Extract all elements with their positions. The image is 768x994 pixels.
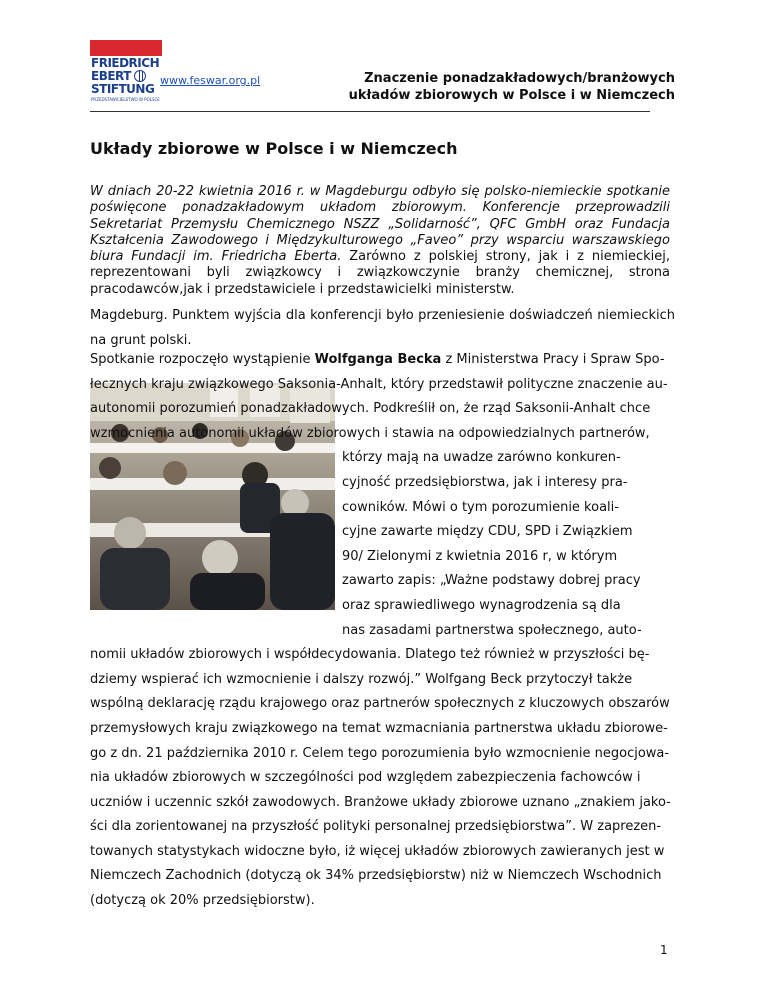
header-title [330,70,675,104]
header-title-line-2: układów zbiorowych w Polsce i w Niemczech [348,88,675,103]
logo-tagline: PRZEDSTAWICIELSTWO W POLSCE [91,97,160,102]
p2-line: (dotyczą ok 20% przedsiębiorstw). [90,893,315,909]
p2-line: ści dla zorientowanej na przyszłość polityki personalnej przedsiębiorstwa”. W zaprezen- [90,819,662,835]
logo-line-2: EBERT [91,69,131,83]
intro-italic: W dniach 20-22 kwietnia 2016 r. w Magdeburgu odbyło się polsko-niemieckie spotkanie poświęcone ponadzakładowym układom zbiorowym. Konferencje przeprowadzili Sekretariat Przemysłu Chemicznego NSZZ „Solidarność”, QFC GmbH oraz Fundacja Kształcenia Zawodowego i Międzykulturowego „Faveo” przy wsparciu warszawskiego biura Fundacji im. Friedricha Eberta. [90,184,670,265]
p2-line: towanych statystykach widoczne było, iż więcej układów zbiorowych zawieranych jest w [90,843,665,859]
p2-line: którzy mają na uwadze zarówno konkuren- [342,450,621,466]
article-heading: Układy zbiorowe w Polsce i w Niemczech [90,139,458,158]
paragraph-1: Magdeburg. Punktem wyjścia dla konferencji było przeniesienie doświadczeń niemieckich na grunt polski. [90,308,675,348]
header-divider [90,111,650,112]
paragraph-2 [90,348,675,914]
p2-line: wspólną deklarację rządu krajowego oraz partnerów społecznych z kluczowych obszarów [90,696,670,712]
p2-line: cowników. Mówi o tym porozumienie koali- [342,499,619,515]
p2-line: uczniów i uczennic szkół zawodowych. Branżowe układy zbiorowe uznano „znakiem jako- [90,794,671,810]
p2-line: Spotkanie rozpoczęło wystąpienie Wolfganga Becka z Ministerstwa Pracy i Spraw Spo- [90,352,665,367]
p2-line: oraz sprawiedliwego wynagrodzenia są dla [342,597,621,613]
header-title-line-1: Znaczenie ponadzakładowych/branżowych [364,71,675,86]
article-intro [90,184,670,298]
p2-line: dziemy wspierać ich wzmocnienie i dalszy rozwój.” Wolfgang Beck przytoczył także [90,671,633,687]
website-link[interactable]: www.feswar.org.pl [160,74,261,87]
p2-line: go z dn. 21 października 2010 r. Celem tego porozumienia było wzmocnienie negocjowa- [90,745,670,761]
p2-line: 90/ Zielonymi z kwietnia 2016 r, w którym [342,548,618,564]
speaker-name: Wolfganga Becka [314,352,442,367]
logo-line-1: FRIEDRICH [91,56,160,70]
p2-line: przemysłowych kraju związkowego na temat wzmacniania partnerstwa układu zbiorowe- [90,720,668,736]
p2-line: Niemczech Zachodnich (dotyczą ok 34% przedsiębiorstw) niż w Niemczech Wschodnich [90,868,662,884]
page-number: 1 [660,943,668,957]
p2-line: cyjne zawarte między CDU, SPD i Związkiem [342,524,633,540]
p2-line: nia układów zbiorowych w szczególności pod względem zabezpieczenia fachowców i [90,770,641,786]
p2-line: zawarto zapis: „Ważne podstawy dobrej pracy [342,573,641,589]
p2-line: nomii układów zbiorowych i współdecydowania. Dlatego też również w przyszłości bę- [90,647,650,663]
p2-line: autonomii porozumień ponadzakładowych. Podkreślił on, że rząd Saksonii-Anhalt chce [90,401,651,417]
p2-line: nas zasadami partnerstwa społecznego, auto- [342,622,642,638]
p2-line: łecznych kraju związkowego Saksonia-Anhalt, który przedstawił polityczne znaczenie au- [90,376,668,392]
p2-line: wzmocnienia autonomii układów zbiorowych i stawia na odpowiedzialnych partnerów, [90,425,650,441]
fes-logo [90,40,162,102]
logo-line-3: STIFTUNG [91,82,155,96]
intro-upright: Zarówno z polskiej strony, jak i z niemieckiej, reprezentowani byli związkowcy i związkowczynie branży chemicznej, strona pracodawców,jak i przedstawiciele i przedstawicielki ministerstw. [90,249,670,297]
globe-icon [134,70,146,82]
p2-line: cyjność przedsiębiorstwa, jak i interesy pra- [342,474,628,490]
logo-red-bar [90,40,162,56]
